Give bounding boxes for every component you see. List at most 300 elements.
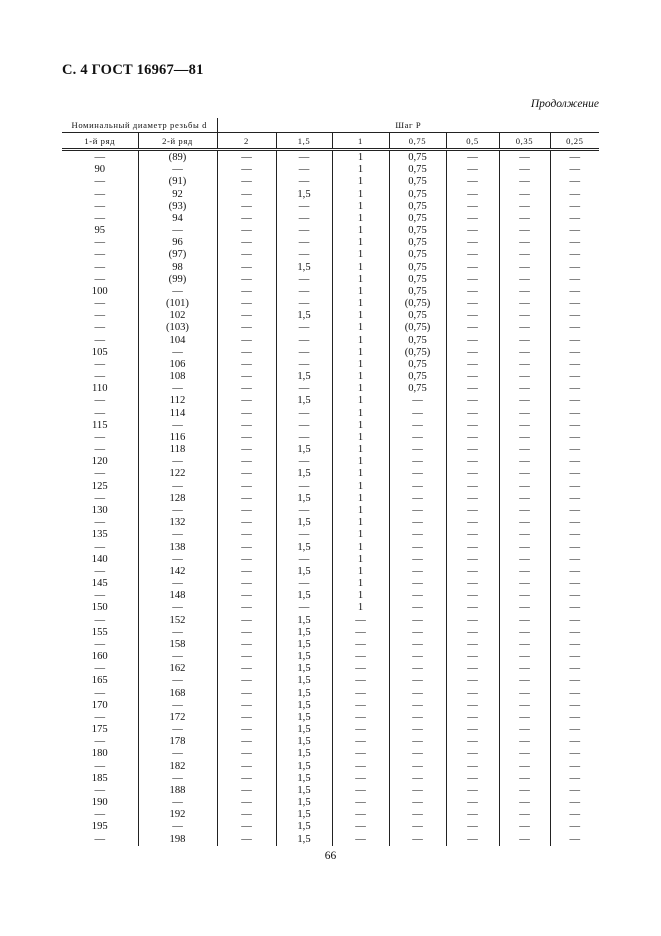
pitch-1-cell: — [332, 821, 389, 833]
pitch-1-5-cell: 1,5 [276, 615, 332, 627]
table-row [62, 456, 599, 468]
pitch-0-5-cell: — [446, 444, 499, 456]
column-header-pitch-2: 2 [217, 133, 276, 150]
table-row [62, 249, 599, 261]
pitch-1-5-cell: — [276, 176, 332, 188]
first-series-cell: — [62, 274, 138, 286]
first-series-cell: 110 [62, 383, 138, 395]
pitch-1-5-cell: — [276, 237, 332, 249]
pitch-1-cell: — [332, 675, 389, 687]
pitch-0-25-cell: — [569, 237, 581, 249]
pitch-0-5-cell: — [446, 347, 499, 359]
first-series-cell: 185 [62, 773, 138, 785]
pitch-0-25-cell: — [569, 675, 581, 687]
pitch-1-5-cell: 1,5 [276, 493, 332, 505]
pitch-1-cell: 1 [332, 566, 389, 578]
first-series-cell: — [62, 834, 138, 846]
pitch-0-5-cell: — [446, 420, 499, 432]
pitch-2-cell: — [217, 310, 276, 322]
pitch-1-cell: 1 [332, 456, 389, 468]
table-row [62, 821, 599, 833]
pitch-0-5-cell: — [446, 675, 499, 687]
second-series-cell: (97) [138, 249, 217, 261]
pitch-1-5-cell: 1,5 [276, 821, 332, 833]
pitch-0-5-cell: — [446, 785, 499, 797]
pitch-0-75-cell: — [389, 578, 446, 590]
pitch-1-5-cell: — [276, 298, 332, 310]
pitch-1-cell: 1 [332, 176, 389, 188]
second-series-cell: — [138, 347, 217, 359]
second-series-cell: — [138, 748, 217, 760]
first-series-cell: 155 [62, 627, 138, 639]
pitch-0-25-cell: — [569, 492, 581, 504]
second-series-cell: 172 [138, 712, 217, 724]
pitch-1-5-cell: 1,5 [276, 517, 332, 529]
pitch-0-75-cell: — [389, 468, 446, 480]
table-row [62, 481, 599, 493]
pitch-0-35-cell: — [499, 821, 550, 833]
pitch-0-75-cell: 0,75 [389, 262, 446, 274]
pitch-0-5-cell: — [446, 298, 499, 310]
second-series-cell: 116 [138, 432, 217, 444]
pitch-2-cell: — [217, 809, 276, 821]
pitch-1-cell: — [332, 748, 389, 760]
table-row [62, 663, 599, 675]
first-series-cell: — [62, 639, 138, 651]
pitch-0-75-cell: — [389, 420, 446, 432]
pitch-2-cell: — [217, 481, 276, 493]
table-row [62, 408, 599, 420]
second-series-cell: 128 [138, 493, 217, 505]
pitch-0-75-cell: — [389, 517, 446, 529]
first-series-cell: 180 [62, 748, 138, 760]
pitch-1-cell: — [332, 651, 389, 663]
pitch-0-5-cell: — [446, 335, 499, 347]
pitch-0-75-cell: — [389, 542, 446, 554]
table-row [62, 225, 599, 237]
pitch-2-cell: — [217, 688, 276, 700]
pitch-1-5-cell: — [276, 456, 332, 468]
pitch-2-cell: — [217, 821, 276, 833]
pitch-0-75-cell: 0,75 [389, 237, 446, 249]
first-series-cell: — [62, 663, 138, 675]
pitch-0-5-cell: — [446, 408, 499, 420]
pitch-0-75-cell: — [389, 688, 446, 700]
second-series-cell: 118 [138, 444, 217, 456]
pitch-0-25-cell: — [569, 517, 581, 529]
pitch-0-25-cell: — [569, 225, 581, 237]
table-row [62, 237, 599, 249]
pitch-1-cell: — [332, 724, 389, 736]
pitch-0-35-cell: — [499, 225, 550, 237]
pitch-0-75-cell: — [389, 712, 446, 724]
second-series-cell: 182 [138, 761, 217, 773]
table-row [62, 639, 599, 651]
table-row [62, 566, 599, 578]
pitch-0-25-cell: — [569, 504, 581, 516]
first-series-cell: — [62, 201, 138, 213]
pitch-0-35-cell: — [499, 249, 550, 261]
table-row [62, 773, 599, 785]
table-row [62, 310, 599, 322]
second-series-cell: (93) [138, 201, 217, 213]
pitch-0-25-cell: — [569, 772, 581, 784]
second-series-cell: (101) [138, 298, 217, 310]
pitch-0-25-cell: — [569, 176, 581, 188]
first-series-cell: — [62, 432, 138, 444]
pitch-1-cell: — [332, 627, 389, 639]
pitch-1-5-cell: 1,5 [276, 262, 332, 274]
pitch-1-5-cell: — [276, 150, 332, 165]
pitch-1-5-cell: 1,5 [276, 651, 332, 663]
pitch-0-75-cell: 0,75 [389, 310, 446, 322]
second-series-cell: — [138, 164, 217, 176]
pitch-0-25-cell: — [569, 578, 581, 590]
table-body [62, 150, 599, 846]
pitch-2-cell: — [217, 189, 276, 201]
pitch-1-cell: 1 [332, 517, 389, 529]
pitch-2-cell: — [217, 432, 276, 444]
table-row [62, 420, 599, 432]
pitch-1-cell: 1 [332, 322, 389, 334]
pitch-1-5-cell: 1,5 [276, 189, 332, 201]
pitch-0-5-cell: — [446, 566, 499, 578]
pitch-0-25-cell: — [569, 444, 581, 456]
table-row [62, 736, 599, 748]
pitch-0-5-cell: — [446, 602, 499, 614]
pitch-0-75-cell: — [389, 700, 446, 712]
table-row [62, 359, 599, 371]
pitch-0-75-cell: 0,75 [389, 201, 446, 213]
second-series-cell: 94 [138, 213, 217, 225]
pitch-1-5-cell: — [276, 554, 332, 566]
pitch-0-5-cell: — [446, 578, 499, 590]
pitch-0-25-cell: — [569, 212, 581, 224]
pitch-0-25-cell: — [569, 456, 581, 468]
pitch-0-5-cell: — [446, 809, 499, 821]
pitch-2-cell: — [217, 371, 276, 383]
pitch-1-cell: 1 [332, 213, 389, 225]
pitch-2-cell: — [217, 748, 276, 760]
pitch-1-cell: 1 [332, 578, 389, 590]
pitch-1-5-cell: — [276, 274, 332, 286]
pitch-0-75-cell: — [389, 809, 446, 821]
pitch-0-5-cell: — [446, 493, 499, 505]
pitch-1-cell: — [332, 809, 389, 821]
pitch-0-25-cell: — [569, 529, 581, 541]
pitch-0-35-cell: — [499, 164, 550, 176]
first-series-cell: 165 [62, 675, 138, 687]
pitch-0-25-cell: — [569, 431, 581, 443]
pitch-1-cell: 1 [332, 225, 389, 237]
pitch-0-25-cell: — [569, 699, 581, 711]
pitch-0-35-cell: — [499, 542, 550, 554]
pitch-0-75-cell: — [389, 395, 446, 407]
pitch-1-cell: — [332, 736, 389, 748]
pitch-1-cell: 1 [332, 505, 389, 517]
pitch-1-5-cell: 1,5 [276, 797, 332, 809]
pitch-0-75-cell: 0,75 [389, 213, 446, 225]
second-series-cell: — [138, 505, 217, 517]
pitch-1-5-cell: 1,5 [276, 675, 332, 687]
table-row [62, 201, 599, 213]
second-series-cell: 188 [138, 785, 217, 797]
first-series-cell: — [62, 468, 138, 480]
first-series-cell: — [62, 688, 138, 700]
pitch-2-cell: — [217, 176, 276, 188]
pitch-0-25-cell: — [569, 748, 581, 760]
pitch-0-5-cell: — [446, 432, 499, 444]
pitch-0-35-cell: — [499, 590, 550, 602]
table-row [62, 176, 599, 188]
column-header-pitch-0-25: 0,25 [550, 133, 599, 150]
pitch-2-cell: — [217, 408, 276, 420]
pitch-0-25-cell: — [569, 298, 581, 310]
pitch-1-5-cell: — [276, 420, 332, 432]
pitch-0-25-cell: — [569, 797, 581, 809]
pitch-0-5-cell: — [446, 651, 499, 663]
first-series-cell: — [62, 310, 138, 322]
page-header-title: С. 4 ГОСТ 16967—81 [62, 62, 204, 78]
first-series-cell: 190 [62, 797, 138, 809]
pitch-0-35-cell: — [499, 444, 550, 456]
pitch-0-25-cell: — [569, 188, 581, 200]
first-series-cell: 100 [62, 286, 138, 298]
pitch-0-5-cell: — [446, 286, 499, 298]
pitch-2-cell: — [217, 150, 276, 165]
pitch-0-5-cell: — [446, 736, 499, 748]
pitch-0-75-cell: — [389, 651, 446, 663]
pitch-1-cell: 1 [332, 371, 389, 383]
pitch-2-cell: — [217, 444, 276, 456]
pitch-1-cell: 1 [332, 444, 389, 456]
first-series-cell: — [62, 542, 138, 554]
pitch-1-5-cell: 1,5 [276, 590, 332, 602]
first-series-cell: — [62, 566, 138, 578]
pitch-1-cell: 1 [332, 164, 389, 176]
pitch-1-5-cell: — [276, 201, 332, 213]
pitch-1-cell: 1 [332, 298, 389, 310]
pitch-2-cell: — [217, 335, 276, 347]
pitch-0-35-cell: — [499, 274, 550, 286]
pitch-1-5-cell: — [276, 602, 332, 614]
first-series-cell: — [62, 517, 138, 529]
pitch-0-25-cell: — [569, 590, 581, 602]
pitch-2-cell: — [217, 566, 276, 578]
pitch-0-35-cell: — [499, 420, 550, 432]
pitch-2-cell: — [217, 249, 276, 261]
table-row [62, 578, 599, 590]
pitch-1-5-cell: 1,5 [276, 785, 332, 797]
second-series-cell: (99) [138, 274, 217, 286]
pitch-0-75-cell: 0,75 [389, 383, 446, 395]
pitch-0-35-cell: — [499, 529, 550, 541]
pitch-0-5-cell: — [446, 627, 499, 639]
table-row [62, 298, 599, 310]
first-series-cell: 135 [62, 529, 138, 541]
pitch-1-5-cell: — [276, 249, 332, 261]
pitch-0-75-cell: — [389, 748, 446, 760]
pitch-2-cell: — [217, 542, 276, 554]
table-row [62, 444, 599, 456]
pitch-2-cell: — [217, 201, 276, 213]
table-row [62, 371, 599, 383]
table-row [62, 590, 599, 602]
pitch-0-35-cell: — [499, 201, 550, 213]
first-series-cell: — [62, 590, 138, 602]
pitch-0-5-cell: — [446, 262, 499, 274]
pitch-0-75-cell: — [389, 602, 446, 614]
pitch-2-cell: — [217, 164, 276, 176]
pitch-0-5-cell: — [446, 542, 499, 554]
pitch-1-5-cell: — [276, 286, 332, 298]
pitch-0-35-cell: — [499, 383, 550, 395]
pitch-0-25-cell: — [569, 249, 581, 261]
pitch-1-5-cell: 1,5 [276, 566, 332, 578]
pitch-0-5-cell: — [446, 834, 499, 846]
pitch-0-35-cell: — [499, 724, 550, 736]
first-series-cell: — [62, 150, 138, 165]
header-diameter: Номинальный диаметр резьбы d [62, 118, 217, 133]
table-row [62, 627, 599, 639]
first-series-cell: — [62, 615, 138, 627]
second-series-cell: — [138, 724, 217, 736]
pitch-2-cell: — [217, 298, 276, 310]
pitch-0-35-cell: — [499, 639, 550, 651]
first-series-cell: 195 [62, 821, 138, 833]
second-series-cell: — [138, 700, 217, 712]
second-series-cell: 98 [138, 262, 217, 274]
first-series-cell: — [62, 322, 138, 334]
second-series-cell: — [138, 456, 217, 468]
pitch-0-75-cell: 0,75 [389, 176, 446, 188]
pitch-2-cell: — [217, 675, 276, 687]
column-header-pitch-0-75: 0,75 [389, 133, 446, 150]
second-series-cell: — [138, 420, 217, 432]
pitch-1-5-cell: — [276, 481, 332, 493]
pitch-1-cell: 1 [332, 237, 389, 249]
first-series-cell: 145 [62, 578, 138, 590]
first-series-cell: 175 [62, 724, 138, 736]
pitch-1-cell: 1 [332, 420, 389, 432]
pitch-1-5-cell: 1,5 [276, 724, 332, 736]
pitch-1-5-cell: — [276, 335, 332, 347]
pitch-2-cell: — [217, 517, 276, 529]
pitch-2-cell: — [217, 225, 276, 237]
pitch-2-cell: — [217, 785, 276, 797]
pitch-2-cell: — [217, 286, 276, 298]
second-series-cell: — [138, 602, 217, 614]
pitch-2-cell: — [217, 602, 276, 614]
pitch-0-25-cell: — [569, 358, 581, 370]
pitch-1-5-cell: — [276, 432, 332, 444]
pitch-0-25-cell: — [569, 334, 581, 346]
pitch-1-5-cell: — [276, 322, 332, 334]
pitch-1-cell: 1 [332, 395, 389, 407]
pitch-0-35-cell: — [499, 651, 550, 663]
second-series-cell: — [138, 554, 217, 566]
first-series-cell: — [62, 262, 138, 274]
column-header-pitch-1: 1 [332, 133, 389, 150]
second-series-cell: 112 [138, 395, 217, 407]
pitch-0-5-cell: — [446, 237, 499, 249]
pitch-0-25-cell: — [569, 152, 581, 163]
pitch-0-5-cell: — [446, 150, 499, 165]
pitch-0-5-cell: — [446, 164, 499, 176]
pitch-0-25-cell: — [569, 638, 581, 650]
pitch-1-cell: 1 [332, 383, 389, 395]
pitch-1-cell: 1 [332, 468, 389, 480]
first-series-cell: — [62, 359, 138, 371]
pitch-1-5-cell: — [276, 164, 332, 176]
pitch-1-cell: — [332, 773, 389, 785]
pitch-1-cell: — [332, 639, 389, 651]
pitch-0-75-cell: 0,75 [389, 249, 446, 261]
table-row [62, 615, 599, 627]
first-series-cell: — [62, 493, 138, 505]
table-row [62, 164, 599, 176]
table-row [62, 150, 599, 165]
pitch-0-25-cell: — [569, 602, 581, 614]
pitch-0-5-cell: — [446, 639, 499, 651]
first-series-cell: 150 [62, 602, 138, 614]
pitch-1-cell: 1 [332, 481, 389, 493]
first-series-cell: — [62, 176, 138, 188]
second-series-cell: — [138, 651, 217, 663]
pitch-1-cell: — [332, 761, 389, 773]
pitch-1-5-cell: 1,5 [276, 736, 332, 748]
pitch-1-5-cell: 1,5 [276, 310, 332, 322]
first-series-cell: 120 [62, 456, 138, 468]
pitch-0-35-cell: — [499, 748, 550, 760]
pitch-0-35-cell: — [499, 468, 550, 480]
pitch-0-5-cell: — [446, 688, 499, 700]
pitch-0-35-cell: — [499, 834, 550, 846]
pitch-1-5-cell: — [276, 529, 332, 541]
table-row [62, 797, 599, 809]
pitch-0-35-cell: — [499, 688, 550, 700]
pitch-0-75-cell: (0,75) [389, 347, 446, 359]
pitch-0-25-cell: — [569, 821, 581, 833]
pitch-1-5-cell: — [276, 347, 332, 359]
pitch-0-35-cell: — [499, 797, 550, 809]
pitch-0-35-cell: — [499, 213, 550, 225]
pitch-2-cell: — [217, 395, 276, 407]
table-header-columns-row [62, 133, 599, 150]
pitch-1-cell: 1 [332, 310, 389, 322]
pitch-1-cell: 1 [332, 542, 389, 554]
second-series-cell: 168 [138, 688, 217, 700]
pitch-0-25-cell: — [569, 784, 581, 796]
pitch-2-cell: — [217, 761, 276, 773]
first-series-cell: — [62, 249, 138, 261]
pitch-0-5-cell: — [446, 468, 499, 480]
pitch-1-cell: 1 [332, 529, 389, 541]
pitch-0-5-cell: — [446, 821, 499, 833]
pitch-0-35-cell: — [499, 176, 550, 188]
pitch-1-cell: 1 [332, 602, 389, 614]
pitch-1-cell: 1 [332, 347, 389, 359]
pitch-1-5-cell: 1,5 [276, 371, 332, 383]
pitch-0-5-cell: — [446, 517, 499, 529]
first-series-cell: — [62, 444, 138, 456]
table-row [62, 189, 599, 201]
second-series-cell: (103) [138, 322, 217, 334]
pitch-0-5-cell: — [446, 371, 499, 383]
pitch-0-5-cell: — [446, 274, 499, 286]
pitch-1-5-cell: — [276, 359, 332, 371]
pitch-0-25-cell: — [569, 651, 581, 663]
